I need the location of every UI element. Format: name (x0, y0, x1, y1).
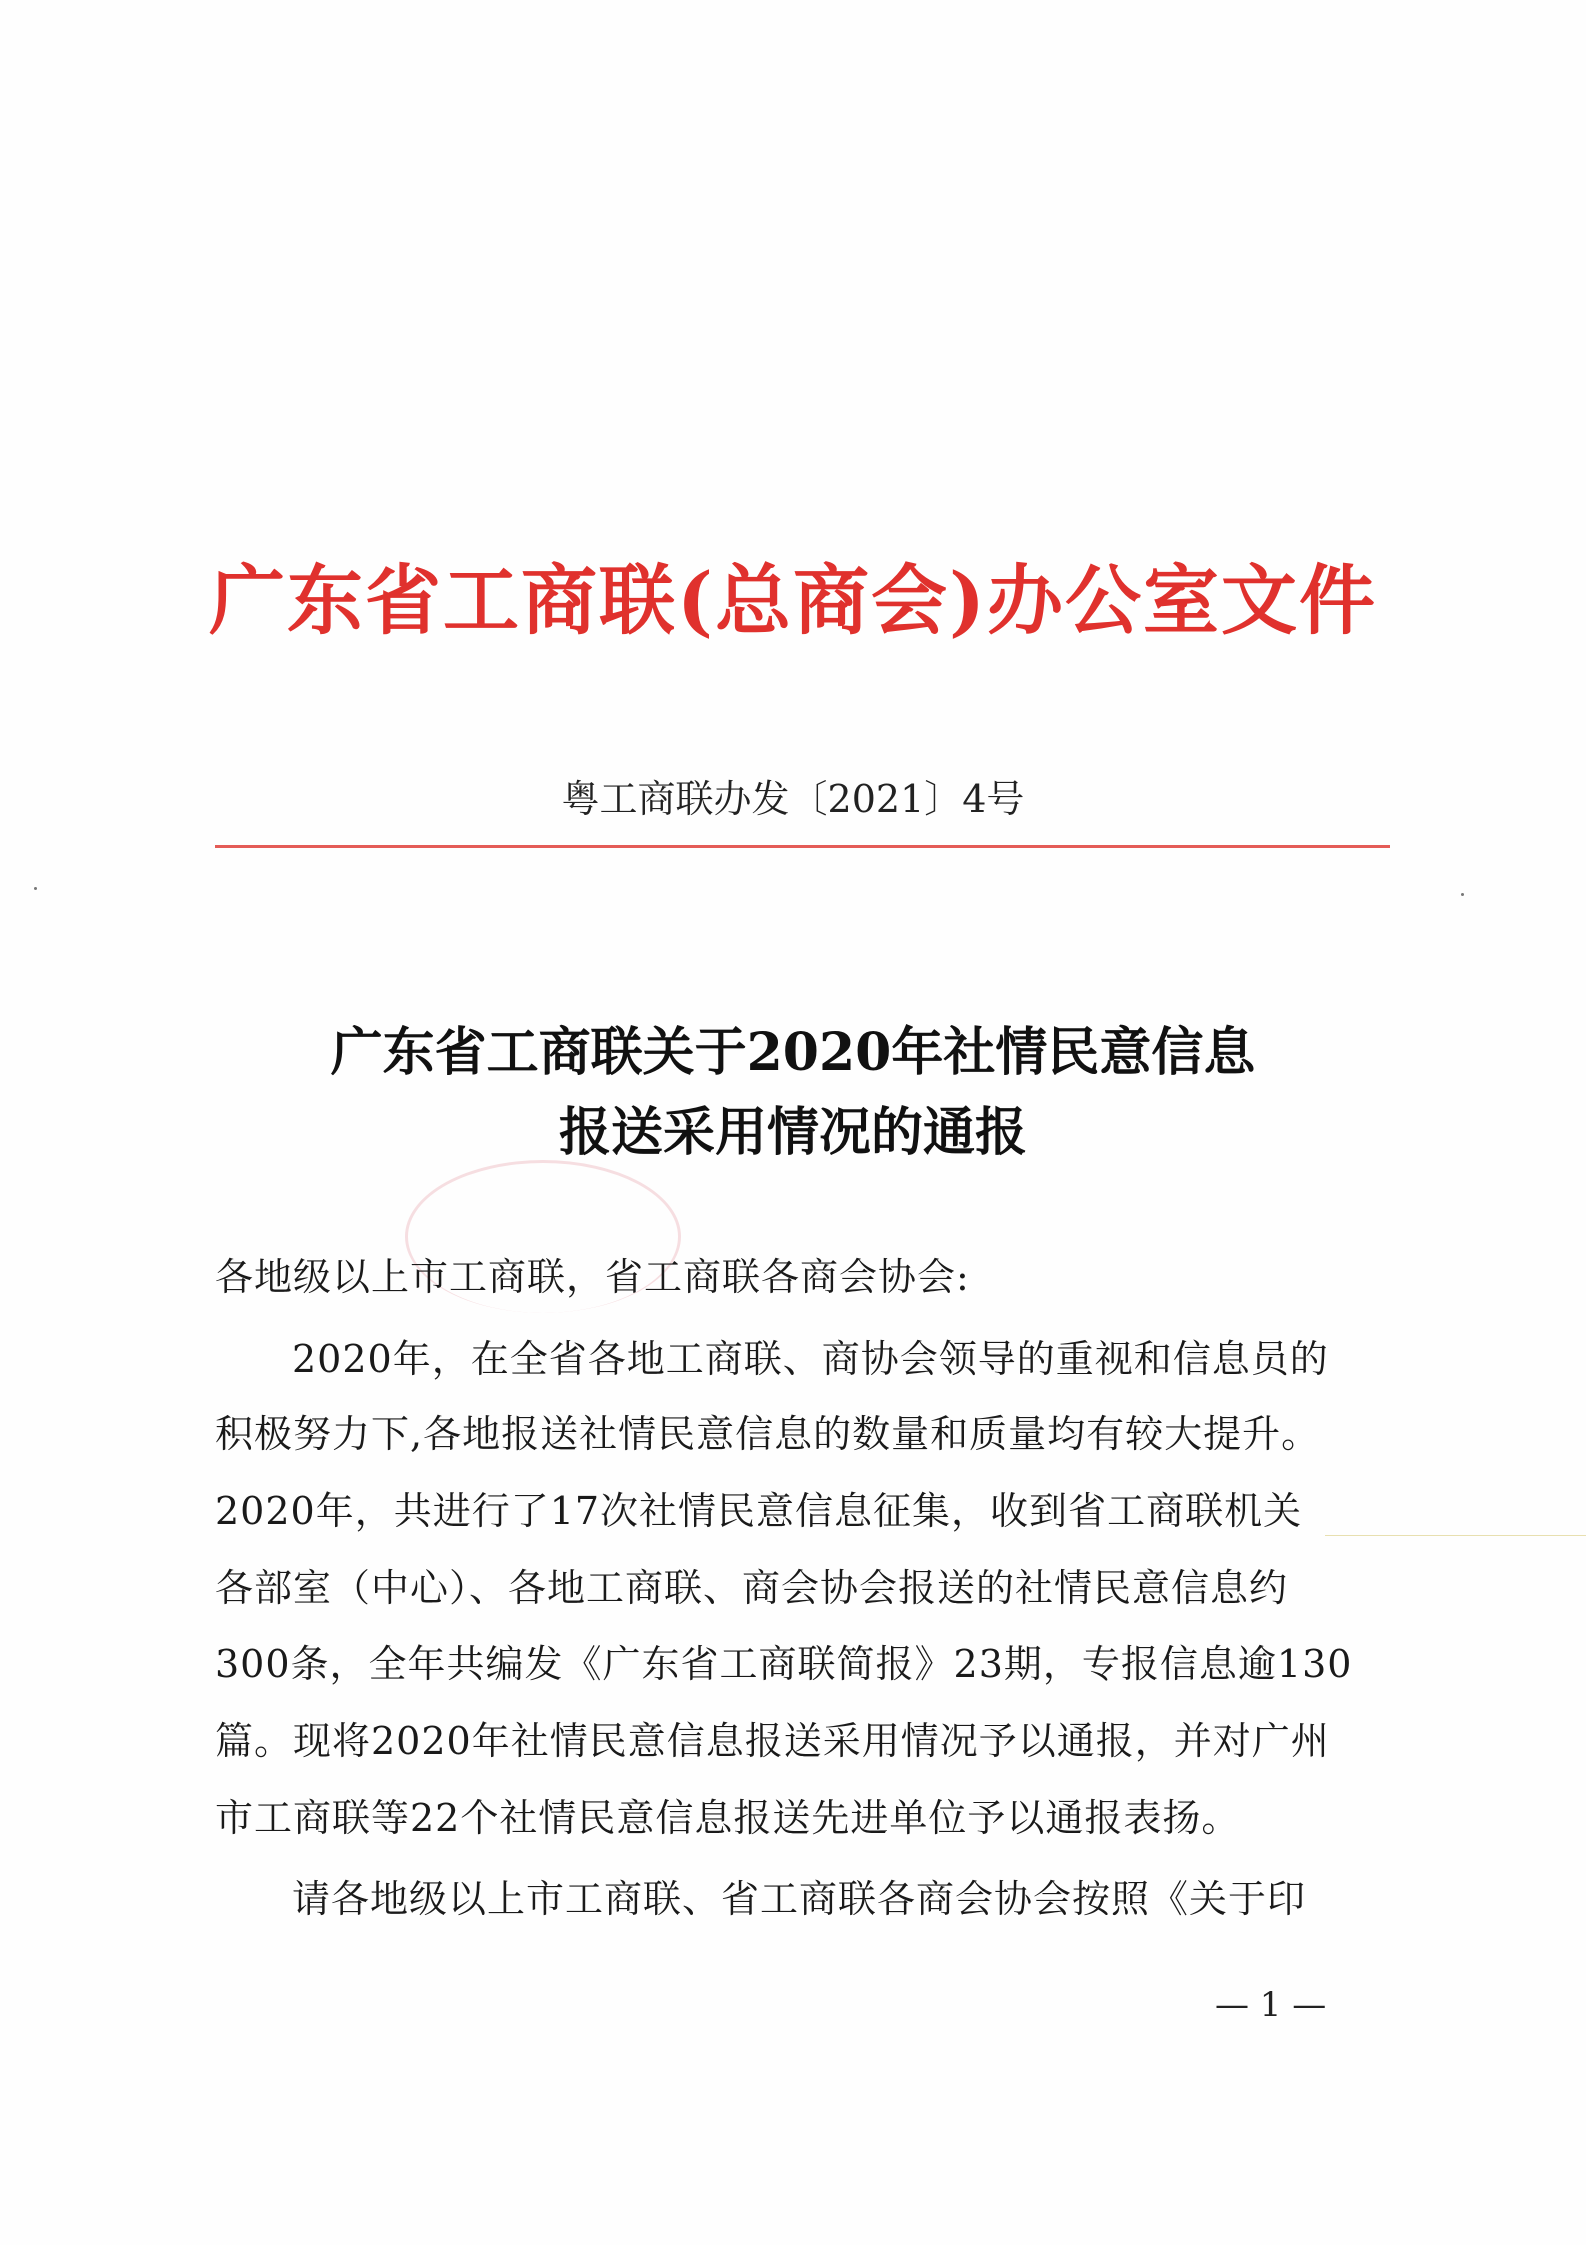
notice-title-line-2: 报送采用情况的通报 (558, 1102, 1027, 1163)
scan-dot-left (34, 887, 37, 890)
body-line-7: 市工商联等22个社情民意信息报送先进单位予以通报表扬。 (215, 1796, 1241, 1840)
document-number: 粤工商联办发〔2021〕4号 (561, 777, 1025, 821)
body-line-2: 积极努力下,各地报送社情民意信息的数量和质量均有较大提升。 (215, 1412, 1321, 1456)
body-line-4: 各部室（中心）、各地工商联、商会协会报送的社情民意信息约 (215, 1566, 1289, 1610)
body-line-8: 请各地级以上市工商联、省工商联各商会协会按照《关于印 (292, 1877, 1307, 1921)
faint-scan-line (1325, 1535, 1586, 1536)
body-line-3: 2020年，共进行了17次社情民意信息征集，收到省工商联机关 (215, 1489, 1303, 1533)
body-line-6: 篇。现将2020年社情民意信息报送采用情况予以通报，并对广州 (215, 1719, 1330, 1763)
body-line-5: 300条，全年共编发《广东省工商联简报》23期，专报信息逾130 (215, 1642, 1353, 1686)
salutation: 各地级以上市工商联，省工商联各商会协会: (215, 1255, 970, 1299)
scan-dot-right (1461, 893, 1464, 896)
notice-title-line-1: 广东省工商联关于2020年社情民意信息 (330, 1022, 1256, 1083)
issuer-header-title: 广东省工商联(总商会)办公室文件 (209, 556, 1377, 645)
page-number: — 1 — (1215, 1985, 1327, 2025)
red-divider-rule (215, 845, 1390, 848)
body-line-1: 2020年，在全省各地工商联、商协会领导的重视和信息员的 (292, 1337, 1329, 1381)
